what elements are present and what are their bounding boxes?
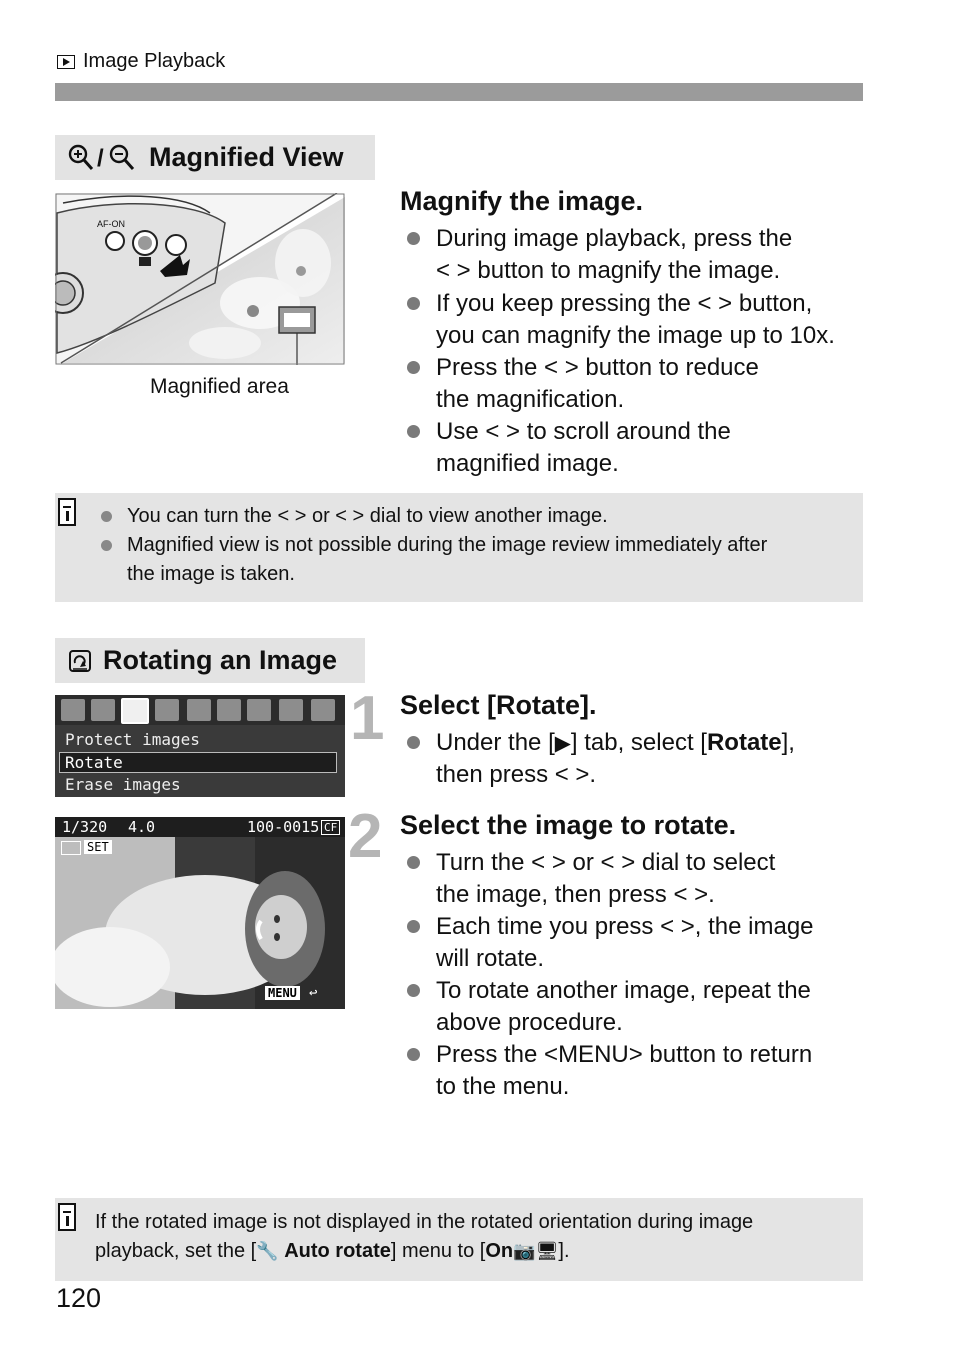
bullet-magnify-1 (436, 223, 792, 287)
note-line: You can turn the < > or < > dial to view another image. (127, 505, 608, 527)
camera-back-illustration (55, 193, 345, 365)
bullet-line: If you keep pressing the < > button, (436, 290, 813, 317)
bullet-line: To rotate another image, repeat the (436, 977, 811, 1004)
step-number-1: 1 (350, 684, 385, 753)
text: Under the [ (436, 729, 555, 756)
rotate-screen-icon (61, 841, 81, 855)
playback-tab-icon: ▶ (554, 731, 571, 755)
section-title-text: Rotating an Image (103, 645, 338, 675)
bullet-line: Use < > to scroll around the (436, 418, 731, 445)
rotate-icon (67, 648, 93, 674)
memo-icon (58, 498, 76, 526)
bullet-rotate-4 (436, 1039, 812, 1103)
note-item (127, 502, 608, 531)
section-title-rotating (55, 638, 365, 683)
section-title-magnified-view (55, 135, 375, 180)
menu-tab-setup-2 (217, 699, 241, 721)
step-heading-select-rotate: Select [Rotate]. (400, 690, 597, 720)
magnify-reduce-icon (67, 143, 139, 173)
aperture-value: 4.0 (128, 818, 156, 836)
menu-item-erase: Erase images (65, 775, 181, 794)
bullet-magnify-4 (436, 416, 731, 480)
menu-tab-bar (55, 695, 345, 725)
bullet-dot (101, 540, 112, 551)
rotate-photo-screen (55, 817, 345, 1009)
bullet-magnify-2 (436, 288, 835, 352)
bullet-line: < > button to magnify the image. (436, 257, 781, 284)
note-line: Magnified view is not possible during the image review immediately after (127, 534, 768, 556)
bullet-line: to the menu. (436, 1073, 570, 1100)
menu-tab-setup-3 (247, 699, 271, 721)
bullet-dot (407, 856, 420, 869)
camera-menu-screen (55, 695, 345, 797)
menu-tab-playback-1 (121, 698, 149, 724)
rotate-bold: Rotate (706, 729, 782, 756)
note-item (127, 531, 767, 589)
text: ] menu to [ (390, 1240, 486, 1262)
bullet-line: magnified image. (436, 450, 619, 477)
bullet-line: Press the <MENU> button to return (436, 1041, 813, 1068)
setup-tab-icon: 🔧 (256, 1241, 279, 1262)
playback-icon (57, 55, 75, 69)
header-bar (55, 83, 863, 101)
note-box-2 (55, 1198, 863, 1281)
bullet-rotate-2 (436, 911, 814, 975)
shutter-speed: 1/320 (62, 818, 108, 836)
menu-tab-playback-2 (155, 699, 179, 721)
bullet-dot (407, 920, 420, 933)
camera-icon: 📷 (513, 1241, 536, 1262)
note-line: the image is taken. (127, 563, 295, 585)
cf-card-icon: CF (321, 820, 340, 835)
bullet-dot (407, 297, 420, 310)
step-number-2: 2 (348, 802, 383, 871)
set-label: SET (84, 840, 112, 854)
bullet-dot (101, 511, 112, 522)
bullet-step1 (436, 727, 795, 791)
bullet-dot (407, 425, 420, 438)
bullet-dot (407, 736, 420, 749)
return-arrow-icon: ↩ (309, 985, 318, 1001)
menu-tab-shooting-1 (61, 699, 85, 721)
menu-tab-my-menu (311, 699, 335, 721)
bullet-line: above procedure. (436, 1009, 623, 1036)
bullet-line: Each time you press < >, the image (436, 913, 814, 940)
bullet-dot (407, 361, 420, 374)
bullet-line: will rotate. (436, 945, 545, 972)
menu-tab-setup-1 (187, 699, 211, 721)
svg-text:/: / (97, 144, 104, 172)
text: ] tab, select [ (570, 729, 707, 756)
file-number: 100-0015 (247, 818, 320, 836)
menu-tab-custom (279, 699, 303, 721)
text: ]. (558, 1240, 570, 1262)
text: playback, set the [ (95, 1240, 257, 1262)
note-line (95, 1237, 570, 1266)
text: ], (781, 729, 795, 756)
note-box-1 (55, 493, 863, 602)
on-bold: On (485, 1240, 514, 1262)
running-header (57, 50, 225, 73)
note-line: If the rotated image is not displayed in the rotated orientation during image (95, 1211, 754, 1233)
af-on-label: AF-ON (97, 219, 125, 229)
bullet-line: you can magnify the image up to 10x. (436, 322, 835, 349)
menu-tab-shooting-2 (91, 699, 115, 721)
bullet-line: Press the < > button to reduce (436, 354, 759, 381)
bullet-line: the magnification. (436, 386, 625, 413)
bullet-line: then press < >. (436, 761, 597, 788)
computer-icon: 🖥 (535, 1241, 559, 1262)
bullet-magnify-3 (436, 352, 759, 416)
step-heading-magnify: Magnify the image. (400, 186, 644, 216)
menu-return-label: MENU (265, 986, 300, 1000)
step-heading-select-image: Select the image to rotate. (400, 810, 737, 840)
bullet-line: the image, then press < >. (436, 881, 715, 908)
figure-caption: Magnified area (150, 375, 289, 398)
menu-item-rotate-selected: Rotate (59, 752, 337, 773)
bullet-dot (407, 1048, 420, 1061)
bullet-dot (407, 232, 420, 245)
page-number: 120 (56, 1283, 102, 1313)
menu-item-protect: Protect images (65, 730, 200, 749)
bullet-dot (407, 984, 420, 997)
bullet-line: Turn the < > or < > dial to select (436, 849, 776, 876)
bullet-rotate-3 (436, 975, 811, 1039)
memo-icon (58, 1203, 76, 1231)
bullet-rotate-1 (436, 847, 775, 911)
bullet-line: During image playback, press the (436, 225, 793, 252)
section-title-text: Magnified View (149, 142, 344, 172)
bullet-line (436, 727, 795, 759)
running-header-title: Image Playback (83, 50, 226, 72)
auto-rotate-bold: Auto rotate (284, 1240, 391, 1262)
magnify-illustration (55, 193, 345, 365)
